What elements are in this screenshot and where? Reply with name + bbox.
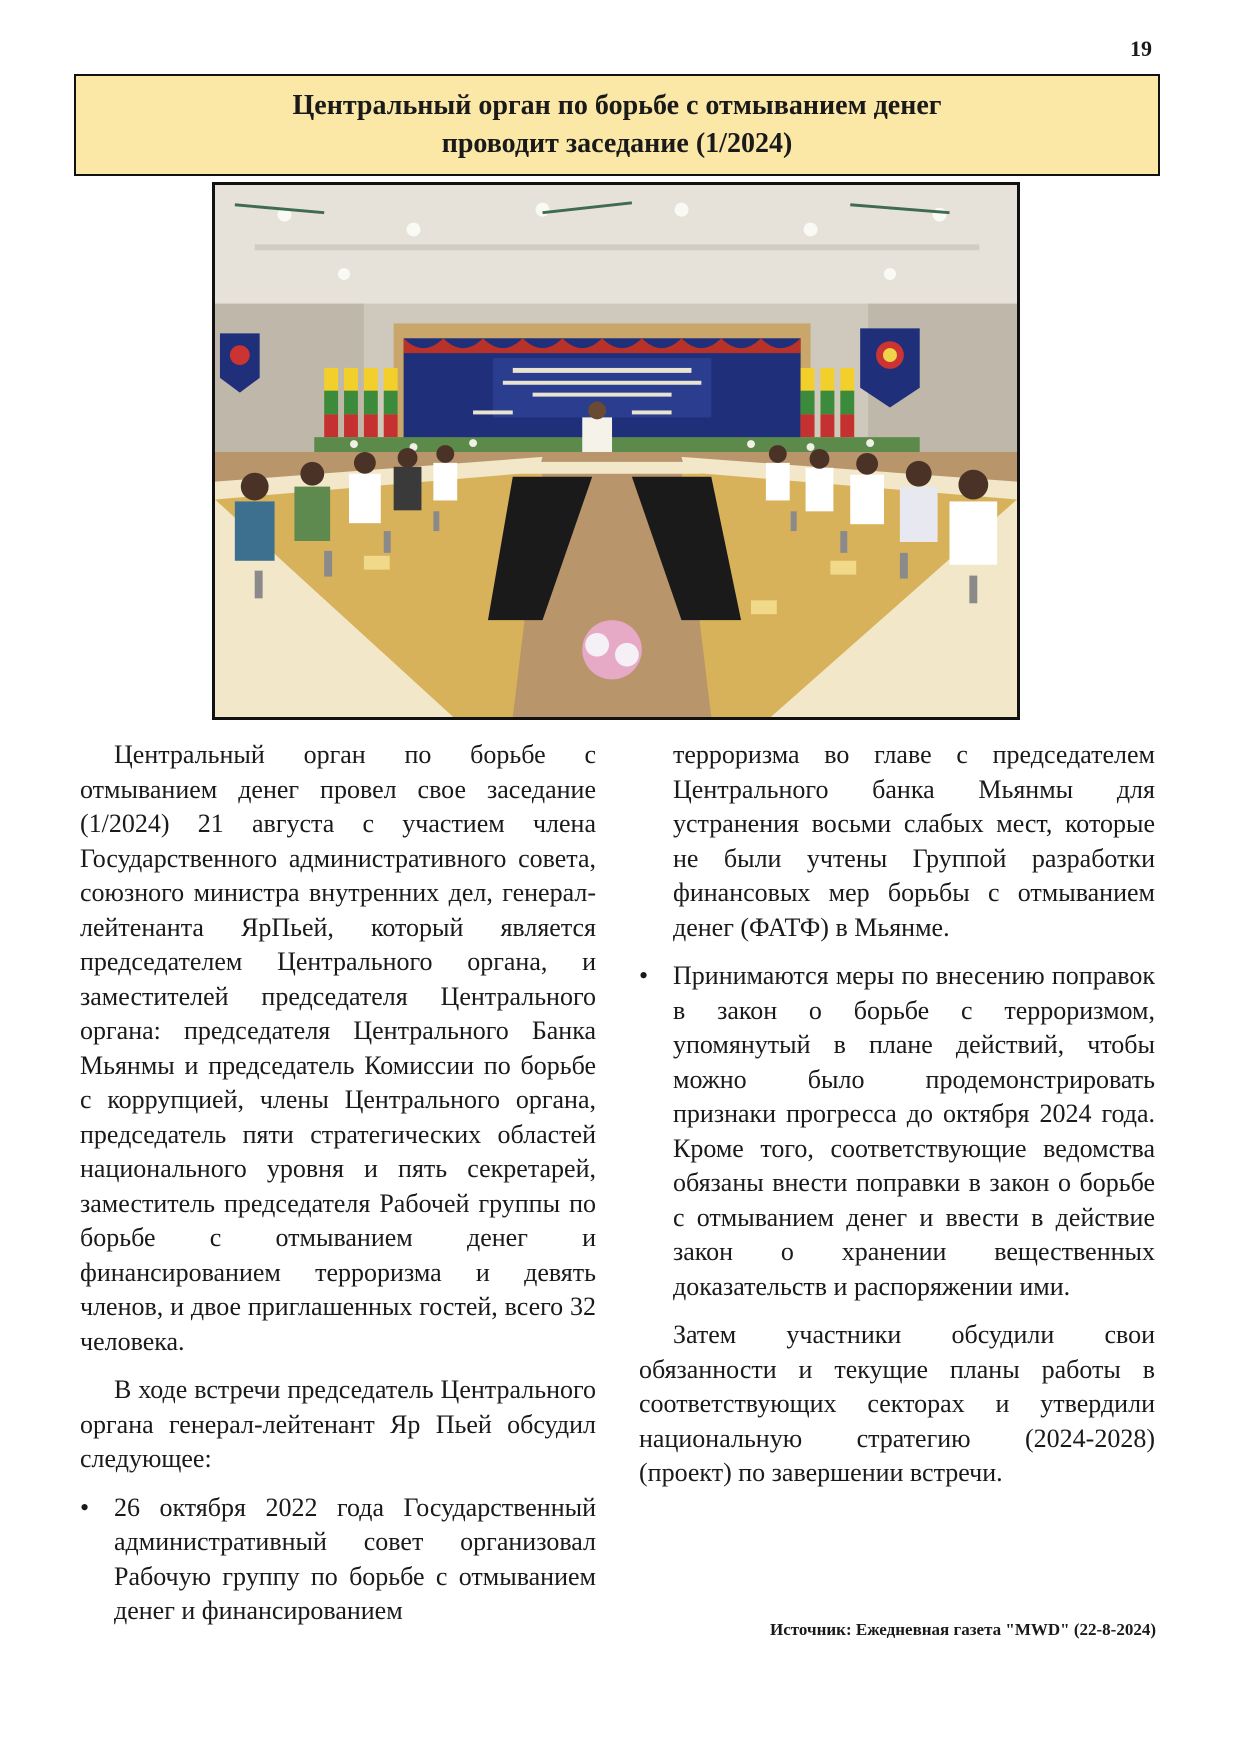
article-title [74, 74, 1160, 176]
meeting-photo [212, 182, 1020, 720]
paragraph-conclusion: Затем участники обсудили свои обязанности и текущие планы работы в соответствующих секторах и утвердили национальную стратегию (2024-2028) (проект) по завершении встречи. [639, 1320, 1155, 1487]
paragraph-discussion: В ходе встречи председатель Центрального органа генерал-лейтенант Яр Пьей обсудил следующее: [80, 1375, 596, 1473]
paragraph-intro: Центральный орган по борьбе с отмыванием денег провел свое заседание (1/2024) 21 августа с участием члена Государственного административного совета, союзного министра внутренних дел, генерал-лейтенанта ЯрПьей, который является председателем Центрального органа, и заместителей председателя Центрального органа: председателя Центрального Банка Мьянмы и председатель Комиссии по борьбе с коррупцией, члены Центрального органа, председатель пяти стратегических областей национального уровня и пять секретарей, заместитель председателя Рабочей группы по борьбе с отмыванием денег и финансированием терроризма и девять членов, и двое приглашенных гостей, всего 32 человека. [80, 740, 596, 1356]
bullet-item-2: • Принимаются меры по внесению поправок в закон о борьбе с терроризмом, упомянутый в плане действий, чтобы можно было продемонстрировать признаки прогресса до октября 2024 года. Кроме того, соответствующие ведомства обязаны внести поправки в закон о борьбе с отмыванием денег и ввести в действие закон о хранении вещественных доказательств и распоряжении ими. [639, 959, 1155, 1304]
title-line-2: проводит заседание (1/2024) [441, 128, 793, 159]
page-number: 19 [1130, 36, 1152, 61]
bullet-item-1-continued: терроризма во главе с председателем Центрального банка Мьянмы для устранения восьми слабых мест, которые не были учтены Группой разработки финансовых мер борьбы с отмыванием денег (ФАТФ) в Мьянме. [673, 740, 1155, 942]
bullet-item-1: • 26 октября 2022 года Государственный административный совет организовал Рабочую группу по борьбе с отмыванием денег и финансированием [80, 1491, 596, 1629]
left-column [80, 738, 596, 1643]
title-line-1: Центральный орган по борьбе с отмыванием денег [292, 90, 942, 121]
source-credit: Источник: Ежедневная газета "MWD" (22-8-2024) [770, 1620, 1156, 1639]
meeting-hall-photo [215, 185, 1017, 717]
right-column [639, 738, 1155, 1505]
